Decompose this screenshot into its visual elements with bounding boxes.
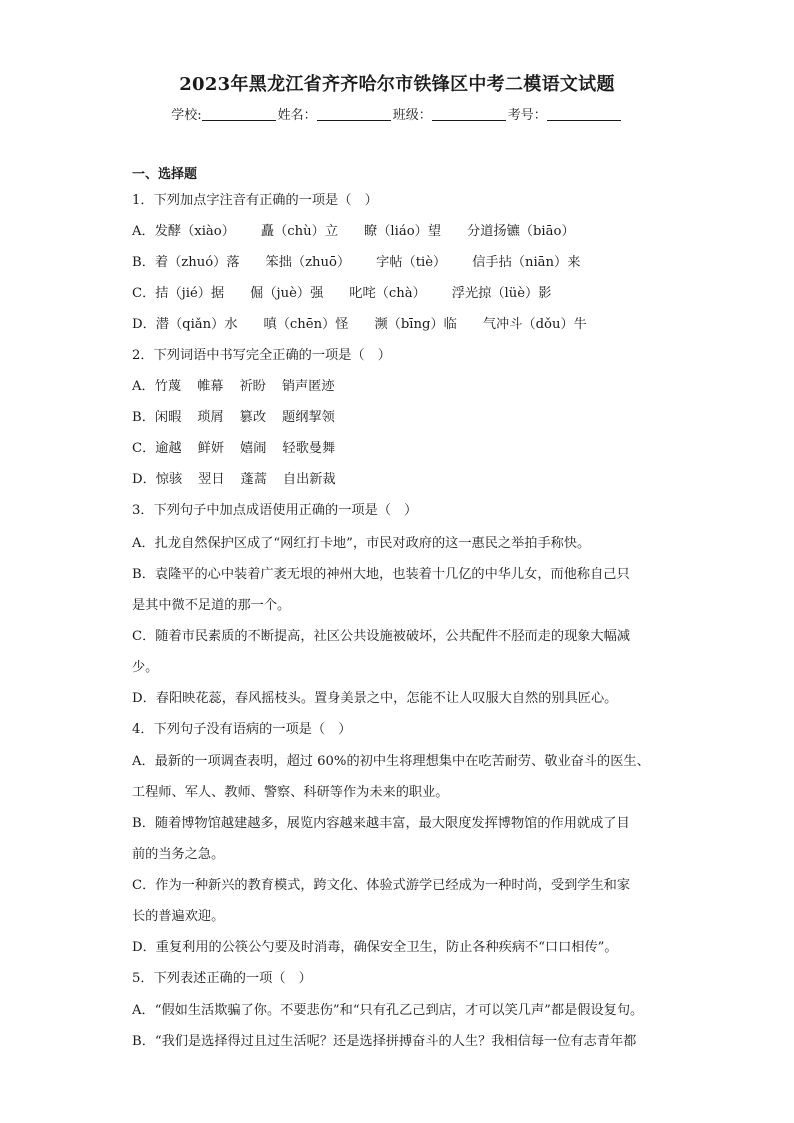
q2-stem: 2．下列词语中书写完全正确的一项是（ ） xyxy=(132,348,391,363)
q4-option-d: D．重复利用的公筷公勺要及时消毒，确保安全卫生，防止各种疾病不“口口相传”。 xyxy=(132,940,618,955)
option-part: 矗（chù）立 xyxy=(260,224,339,239)
option-part: C．拮（jié）据 xyxy=(132,286,225,301)
option-part: 琐屑 xyxy=(197,410,224,425)
q2-option-a xyxy=(132,378,335,396)
option-part: 自出新裁 xyxy=(282,472,336,487)
option-part: 倔（juè）强 xyxy=(250,286,324,301)
option-part: C．逾越 xyxy=(132,441,182,456)
q3-option-d: D．春阳映花蕊，春风摇枝头。置身美景之中，怎能不让人叹服大自然的别具匠心。 xyxy=(132,691,618,706)
q2-option-d xyxy=(132,471,336,489)
q4-option-c-line2: 长的普遍欢迎。 xyxy=(132,909,225,924)
name-label: 姓名： xyxy=(277,108,317,123)
q5-option-a: A．“假如生活欺骗了你。不要悲伤”和“只有孔乙己到店，才可以笑几声”都是假设复句。 xyxy=(132,1003,644,1018)
exam-no-label: 考号： xyxy=(507,108,547,123)
option-part: 嗔（chēn）怪 xyxy=(263,317,349,332)
name-blank[interactable] xyxy=(317,108,391,121)
q3-option-b-line2: 是其中微不足道的那一个。 xyxy=(132,598,291,613)
option-part: 蓬蒿 xyxy=(240,472,267,487)
q5-option-b: B．“我们是选择得过且过生活呢？还是选择拼搏奋斗的人生？我相信每一位有志青年都 xyxy=(132,1034,637,1049)
q2-option-c xyxy=(132,440,335,458)
q1-option-a xyxy=(132,223,575,241)
q4-option-a-line1: A．最新的一项调查表明，超过 60%的初中生将理想集中在吃苦耐劳、敬业奋斗的医生、 xyxy=(132,754,650,769)
option-part: 帷幕 xyxy=(197,379,224,394)
q4-stem: 4．下列句子没有语病的一项是（ ） xyxy=(132,722,352,737)
q3-option-b-line1: B．袁隆平的心中装着广袤无垠的神州大地，也装着十几亿的中华儿女，而他称自己只 xyxy=(132,567,630,582)
option-part: 分道扬镳（biāo） xyxy=(467,224,575,239)
option-part: 浮光掠（lüè）影 xyxy=(451,286,552,301)
option-part: 祈盼 xyxy=(239,379,266,394)
q1-option-c xyxy=(132,285,551,303)
option-part: A．竹蔑 xyxy=(132,379,182,394)
q3-option-c-line1: C．随着市民素质的不断提高，社区公共设施被破坏，公共配件不胫而走的现象大幅减 xyxy=(132,629,631,644)
option-part: 气冲斗（dǒu）牛 xyxy=(482,317,587,332)
option-part: 笨拙（zhuō） xyxy=(265,255,351,270)
exam-no-blank[interactable] xyxy=(547,108,621,121)
q4-option-a-line2: 工程师、军人、教师、警察、科研等作为未来的职业。 xyxy=(132,785,449,800)
exam-title: 2023年黑龙江省齐齐哈尔市铁锋区中考二模语文试题 xyxy=(179,74,615,95)
option-part: 题纲挈领 xyxy=(282,410,335,425)
q4-option-b-line1: B．随着博物馆越建越多，展览内容越来越丰富，最大限度发挥博物馆的作用就成了目 xyxy=(132,816,630,831)
q2-option-b xyxy=(132,409,335,427)
option-part: B．着（zhuó）落 xyxy=(132,255,240,270)
option-part: 信手拈（niān）来 xyxy=(472,255,581,270)
option-part: 叱咤（chà） xyxy=(349,286,426,301)
option-part: 轻歌曼舞 xyxy=(282,441,336,456)
q4-option-c-line1: C．作为一种新兴的教育模式，跨文化、体验式游学已经成为一种时尚，受到学生和家 xyxy=(132,878,631,893)
option-part: 翌日 xyxy=(198,472,225,487)
q1-option-d xyxy=(132,316,587,334)
q3-option-c-line2: 少。 xyxy=(132,660,159,675)
q5-stem: 5．下列表述正确的一项（ ） xyxy=(132,971,312,986)
school-blank[interactable] xyxy=(202,108,276,121)
student-info-row xyxy=(0,104,794,123)
class-label: 班级： xyxy=(392,108,432,123)
option-part: 瞭（liáo）望 xyxy=(364,224,442,239)
option-part: 濒（bīng）临 xyxy=(374,317,457,332)
option-part: 字帖（tiè） xyxy=(376,255,447,270)
q1-option-b xyxy=(132,254,580,272)
class-blank[interactable] xyxy=(432,108,506,121)
option-part: D．潜（qiǎn）水 xyxy=(132,317,238,332)
q3-option-a: A．扎龙自然保护区成了“网红打卡地”，市民对政府的这一惠民之举拍手称快。 xyxy=(132,536,591,551)
option-part: 篡改 xyxy=(239,410,267,425)
option-part: B．闲暇 xyxy=(132,410,182,425)
option-part: 销声匿迹 xyxy=(281,379,335,394)
school-label: 学校: xyxy=(171,108,202,123)
q1-stem: 1．下列加点字注音有正确的一项是（ ） xyxy=(132,193,378,208)
option-part: 鲜妍 xyxy=(197,441,225,456)
q4-option-b-line2: 前的当务之急。 xyxy=(132,847,225,862)
option-part: A．发酵（xiào） xyxy=(132,224,235,239)
q3-stem: 3．下列句子中加点成语使用正确的一项是（ ） xyxy=(132,503,418,518)
section-title: 一、选择题 xyxy=(132,167,198,182)
option-part: D．惊骇 xyxy=(132,472,183,487)
option-part: 嬉闹 xyxy=(240,441,267,456)
